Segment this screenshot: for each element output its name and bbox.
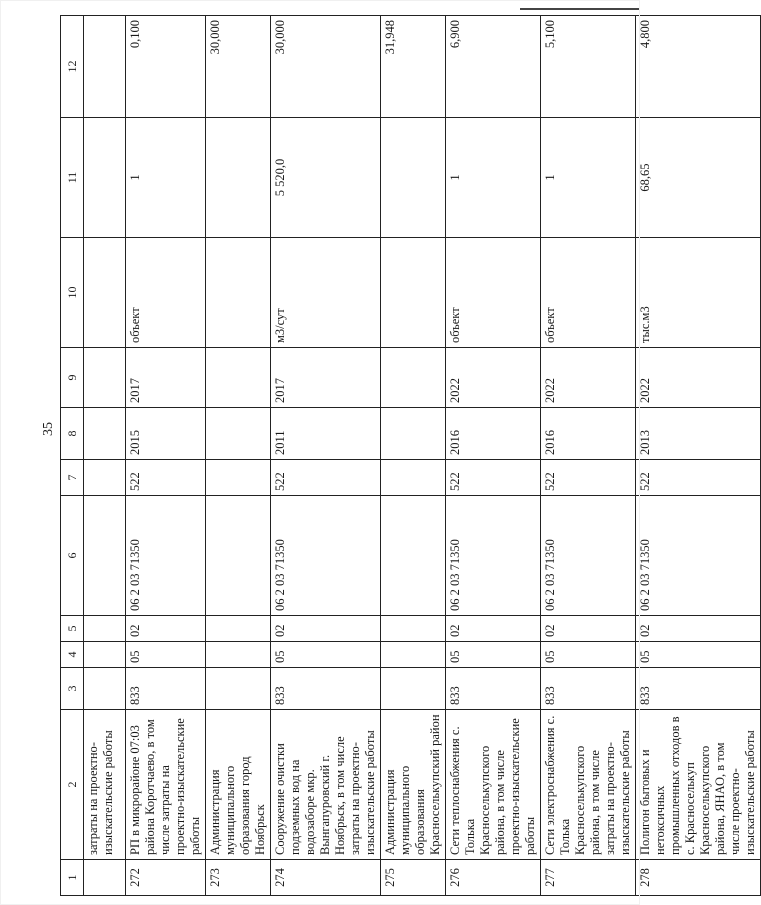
cell-col3: 833 (636, 668, 761, 710)
cell-col8: 2016 (541, 408, 636, 460)
header-cell: 6 (61, 496, 84, 616)
cell-col3: 833 (446, 668, 541, 710)
table-row (541, 16, 636, 896)
cell-col10: м3/сут (271, 238, 381, 348)
cell-col6 (206, 496, 271, 616)
cell-col8: 2011 (271, 408, 381, 460)
cell-col11: 5 520,0 (271, 118, 381, 238)
cell-col4 (84, 642, 126, 668)
cell-col7: 522 (446, 460, 541, 496)
cell-col9 (381, 348, 446, 408)
cell-col9: 2022 (446, 348, 541, 408)
header-cell: 1 (61, 860, 84, 896)
rotated-table-content (60, 16, 757, 896)
object-name: Администрация муниципального образования город Ноябрьск (206, 710, 271, 860)
cell-col5: 02 (636, 616, 761, 642)
page-number (36, 416, 62, 442)
header-row (61, 16, 84, 896)
cell-col5: 02 (126, 616, 206, 642)
cell-col5: 02 (271, 616, 381, 642)
cell-col3 (206, 668, 271, 710)
cell-col12: 5,100 (541, 16, 636, 118)
cell-col3 (381, 668, 446, 710)
cell-col12: 4,800 (636, 16, 761, 118)
scan-corner-mark (520, 8, 640, 10)
cell-col5 (206, 616, 271, 642)
cell-col4: 05 (446, 642, 541, 668)
cell-col7: 522 (636, 460, 761, 496)
cell-col11: 1 (541, 118, 636, 238)
header-cell: 7 (61, 460, 84, 496)
cell-col11: 1 (126, 118, 206, 238)
cell-col11: 68,65 (636, 118, 761, 238)
cell-col9 (206, 348, 271, 408)
object-name: Полигон бытовых и нетоксичных промышленных отходов в с. Красноселькуп Красноселькупского района, ЯНАО, в том числе проектно-изыскательские работы (636, 710, 761, 860)
cell-col7: 522 (126, 460, 206, 496)
cell-col6: 06 2 03 71350 (271, 496, 381, 616)
rotated-table-frame (60, 16, 757, 896)
cell-col5: 02 (541, 616, 636, 642)
cell-col11 (84, 118, 126, 238)
header-cell: 4 (61, 642, 84, 668)
header-cell: 3 (61, 668, 84, 710)
cell-col8 (206, 408, 271, 460)
table-row (126, 16, 206, 896)
row-number: 278 (636, 860, 761, 896)
header-cell: 12 (61, 16, 84, 118)
cell-col5 (84, 616, 126, 642)
table-row (271, 16, 381, 896)
cell-col8: 2015 (126, 408, 206, 460)
cell-col4: 05 (126, 642, 206, 668)
cell-col6 (84, 496, 126, 616)
cell-col4: 05 (541, 642, 636, 668)
row-number: 276 (446, 860, 541, 896)
cell-col12: 31,948 (381, 16, 446, 118)
table-row (206, 16, 271, 896)
cell-col5: 02 (446, 616, 541, 642)
cell-col7: 522 (271, 460, 381, 496)
header-cell: 8 (61, 408, 84, 460)
cell-col11: 1 (446, 118, 541, 238)
cell-col10: объект (446, 238, 541, 348)
header-cell: 9 (61, 348, 84, 408)
cell-col10: тыс.м3 (636, 238, 761, 348)
row-number (84, 860, 126, 896)
cell-col4 (381, 642, 446, 668)
object-name: Сети электроснабжения с. Толька Красноселькупского района, в том числе затраты на проектно-изыскательские работы (541, 710, 636, 860)
cell-col9: 2017 (126, 348, 206, 408)
page-number-text: 35 (41, 422, 56, 436)
row-number: 277 (541, 860, 636, 896)
cell-col8: 2016 (446, 408, 541, 460)
table-row (84, 16, 126, 896)
cell-col4: 05 (271, 642, 381, 668)
cell-col9: 2017 (271, 348, 381, 408)
table-row (636, 16, 761, 896)
cell-col4: 05 (636, 642, 761, 668)
cell-col9 (84, 348, 126, 408)
cell-col6: 06 2 03 71350 (636, 496, 761, 616)
header-cell: 5 (61, 616, 84, 642)
cell-col12: 6,900 (446, 16, 541, 118)
cell-col3 (84, 668, 126, 710)
cell-col3: 833 (271, 668, 381, 710)
cell-col10 (206, 238, 271, 348)
object-name: Сети теплоснабжения с. Толька Красноселькупского района, в том числе проектно-изыскательские работы (446, 710, 541, 860)
cell-col7 (84, 460, 126, 496)
cell-col10 (381, 238, 446, 348)
cell-col6: 06 2 03 71350 (541, 496, 636, 616)
cell-col7: 522 (541, 460, 636, 496)
cell-col11 (206, 118, 271, 238)
cell-col7 (381, 460, 446, 496)
cell-col5 (381, 616, 446, 642)
table-row (446, 16, 541, 896)
header-cell: 11 (61, 118, 84, 238)
cell-col12: 0,100 (126, 16, 206, 118)
cell-col12: 30,000 (206, 16, 271, 118)
cell-col10 (84, 238, 126, 348)
cell-col8 (381, 408, 446, 460)
cell-col8: 2013 (636, 408, 761, 460)
object-name: Администрация муниципального образования Красноселькупский район (381, 710, 446, 860)
cell-col9: 2022 (636, 348, 761, 408)
cell-col3: 833 (126, 668, 206, 710)
cell-col12: 30,000 (271, 16, 381, 118)
object-name: затраты на проектно-изыскательские работы (84, 710, 126, 860)
header-cell: 2 (61, 710, 84, 860)
row-number: 273 (206, 860, 271, 896)
header-cell: 10 (61, 238, 84, 348)
cell-col9: 2022 (541, 348, 636, 408)
cell-col3: 833 (541, 668, 636, 710)
cell-col4 (206, 642, 271, 668)
budget-table (60, 15, 761, 896)
cell-col7 (206, 460, 271, 496)
cell-col10: объект (126, 238, 206, 348)
table-row (381, 16, 446, 896)
row-number: 272 (126, 860, 206, 896)
cell-col6 (381, 496, 446, 616)
cell-col6: 06 2 03 71350 (126, 496, 206, 616)
cell-col6: 06 2 03 71350 (446, 496, 541, 616)
row-number: 274 (271, 860, 381, 896)
cell-col10: объект (541, 238, 636, 348)
cell-col11 (381, 118, 446, 238)
row-number: 275 (381, 860, 446, 896)
object-name: Сооружение очистки подземных вод на водозаборе мкр. Вынгапуровский г. Ноябрьск, в том числе затраты на проектно-изыскательские работы (271, 710, 381, 860)
object-name: РП в микрорайоне 07:03 района Коротчаево, в том числе затраты на проектно-изыскательские работы (126, 710, 206, 860)
cell-col8 (84, 408, 126, 460)
cell-col12 (84, 16, 126, 118)
